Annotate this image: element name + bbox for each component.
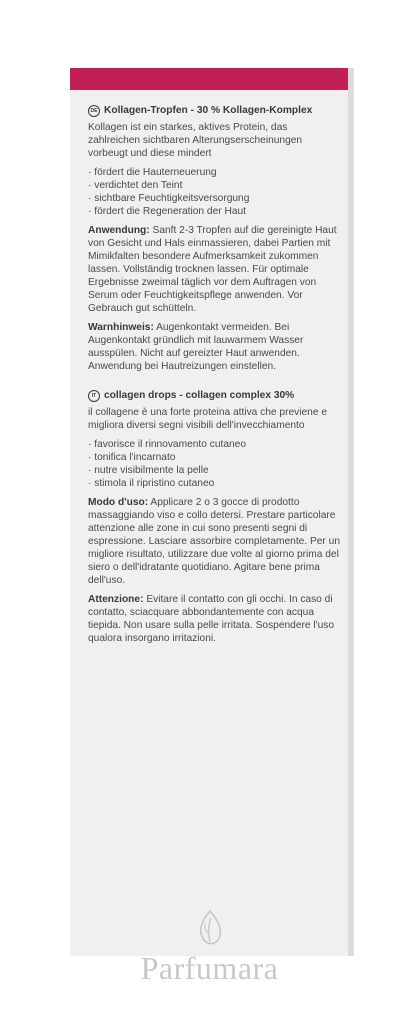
- it-warning: [88, 593, 342, 645]
- de-usage-text: Sanft 2-3 Tropfen auf die gereinigte Haut von Gesicht und Hals einmassieren, dabei Partien mit Mimikfalten besondere Aufmerksamkeit zukommen lassen. Vollständig trocknen lassen. Für optimale Ergebnisse zweimal täglich vor dem Auftragen von Serum oder Feuchtigkeitspflege anwenden. Vor Gebrauch gut schütteln.: [88, 225, 337, 314]
- list-item: · nutre visibilmente la pelle: [88, 464, 342, 477]
- list-item: · verdichtet den Teint: [88, 179, 342, 192]
- it-title: collagen drops - collagen complex 30%: [104, 390, 295, 401]
- product-box: [70, 68, 354, 956]
- brand-name: Parfumara: [140, 950, 279, 986]
- list-item: · tonifica l'incarnato: [88, 451, 342, 464]
- it-benefits-list: [88, 438, 342, 490]
- it-intro: il collagene è una forte proteina attiva che previene e migliora diversi segni visibili dell'invecchiamento: [88, 407, 327, 431]
- de-title: Kollagen-Tropfen - 30 % Kollagen-Komplex: [104, 105, 313, 116]
- de-warning-text: Augenkontakt vermeiden. Bei Augenkontakt gründlich mit lauwarmem Wasser ausspülen. Nicht auf gereizter Haut anwenden. Anwendung bei Hautreizungen einstellen.: [88, 322, 304, 372]
- de-heading: [88, 104, 342, 117]
- it-usage: [88, 496, 342, 587]
- it-warning-label: Attenzione:: [88, 594, 144, 605]
- de-intro: Kollagen ist ein starkes, aktives Protein, das zahlreichen sichtbaren Alterungserscheinungen vorbeugt und diese mindert: [88, 122, 303, 159]
- de-usage-label: Anwendung:: [88, 225, 150, 236]
- de-warning-label: Warnhinweis:: [88, 322, 154, 333]
- it-usage-text: Applicare 2 o 3 gocce di prodotto massaggiando viso e collo detersi. Prestare particolare attenzione alle zone in cui sono presenti segni di espressione. Lasciare assorbire completamente. Per un migliore risultato, utilizzare due volte al giorno prima del siero o dell'idratante quotidiano. Agitare bene prima dell'uso.: [88, 497, 340, 586]
- de-benefits-list: [88, 166, 342, 218]
- it-language-icon: IT: [88, 390, 100, 402]
- leaf-drop-icon: [190, 908, 230, 948]
- de-usage: [88, 224, 342, 315]
- top-color-stripe: [70, 68, 348, 90]
- list-item: · stimola il ripristino cutaneo: [88, 477, 342, 490]
- list-item: · fördert die Hauterneuerung: [88, 166, 342, 179]
- it-warning-text: Evitare il contatto con gli occhi. In caso di contatto, sciacquare abbondantemente con acqua tiepida. Non usare sulla pelle irritata. Sospendere l'uso qualora insorgano irritazioni.: [88, 594, 335, 644]
- brand-logo: [0, 908, 419, 987]
- list-item: · fördert die Regeneration der Haut: [88, 205, 342, 218]
- de-language-icon: DE: [88, 105, 100, 117]
- it-usage-label: Modo d'uso:: [88, 497, 149, 508]
- label-text: [88, 104, 342, 651]
- de-warning: [88, 321, 342, 373]
- list-item: · sichtbare Feuchtigkeitsversorgung: [88, 192, 342, 205]
- it-heading: [88, 389, 342, 402]
- list-item: · favorisce il rinnovamento cutaneo: [88, 438, 342, 451]
